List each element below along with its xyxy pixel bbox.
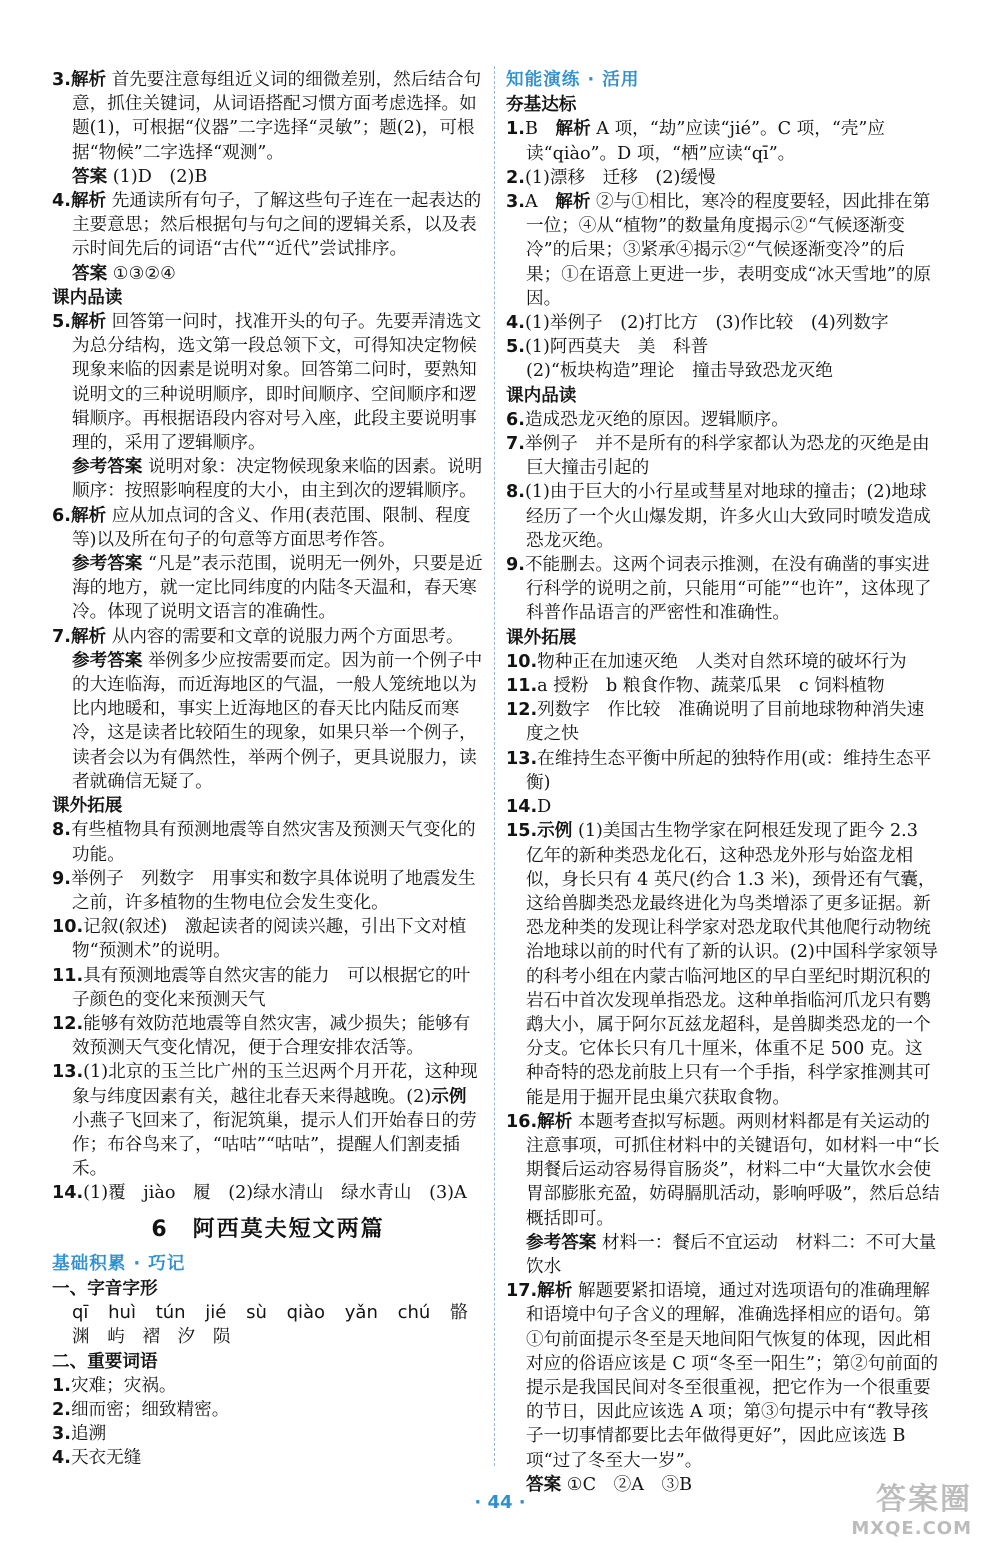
answer-3-result: 答案 (1)D (2)B (72, 166, 208, 187)
answer-item-r6: 6.造成恐龙灭绝的原因。逻辑顺序。 (506, 409, 789, 430)
page-number: · 44 · (474, 1492, 526, 1513)
section-banner: 基础积累 · 巧记 (52, 1253, 186, 1274)
answer-item-r1: 1.B 解析 A 项，“劫”应读“jié”。C 项，“壳”应读“qiào”。D 项，“栖”应读“qī”。 (506, 119, 886, 164)
section-banner: 知能演练 · 活用 (506, 70, 640, 90)
answer-item-9: 9.举例子 列数字 用事实和数字具体说明了地震发生之前，许多植物的生物电位会发生变化。 (52, 868, 476, 913)
answer-item-r10: 10.物种正在加速灭绝 人类对自然环境的破坏行为 (506, 651, 907, 672)
answer-item-r14: 14.D (506, 797, 552, 818)
answer-item-7: 7.解析 从内容的需要和文章的说服力两个方面思考。 (52, 626, 464, 647)
answer-5-result: 参考答案 说明对象：决定物候现象来临的因素。说明顺序：按照影响程度的大小，由主到次的逻辑顺序。 (72, 457, 483, 502)
answer-item-r12: 12.列数字 作比较 准确说明了目前地球物种消失速度之快 (506, 700, 925, 745)
answer-item-11: 11.具有预测地震等自然灾害的能力 可以根据它的叶子颜色的变化来预测天气 (52, 965, 471, 1010)
section-heading: 二、重要词语 (52, 1351, 158, 1372)
section-heading: 课外拓展 (506, 627, 577, 648)
answer-item-8: 8.有些植物具有预测地震等自然灾害及预测天气变化的功能。 (52, 820, 476, 865)
answer-item-12: 12.能够有效防范地震等自然灾害，减少损失；能够有效预测天气变化情况，便于合理安排农活等。 (52, 1013, 471, 1059)
answer-item-13: 13.(1)北京的玉兰比广州的玉兰迟两个月开花，这种现象与纬度因素有关，越往北春天来得越晚。(2)示例 小燕子飞回来了，衔泥筑巢，提示人们开始春日的劳作；布谷鸟来了，“咕咕”“咕咕”，提醒人们割麦插禾。 (52, 1062, 478, 1180)
word-item-4: 4.天衣无缝 (52, 1448, 142, 1469)
answer-4-result: 答案 ①③②④ (72, 263, 176, 284)
section-heading: 一、字音字形 (52, 1278, 158, 1299)
answer-item-4: 4.解析 先通读所有句子，了解这些句子连在一起表达的主要意思；然后根据句与句之间的逻辑关系，以及表示时间先后的词语“古代”“近代”尝试排序。 (52, 191, 482, 260)
watermark-text: 答案圈 (876, 1482, 972, 1517)
column-divider (494, 66, 495, 1466)
section-heading: 夯基达标 (506, 95, 577, 116)
pinyin-answers: qī huì tún jié sù qiào yǎn chú 骼 (72, 1302, 469, 1324)
answer-item-10: 10.记叙(叙述) 激起读者的阅读兴趣，引出下文对植物“预测术”的说明。 (52, 917, 467, 962)
word-item-2: 2.细而密；细致精密。 (52, 1399, 230, 1420)
answer-item-5: 5.解析 回答第一问时，找准开头的句子。先要弄清选文为总分结构，选文第一段总领下文，可得知决定物候现象来临的因素是说明对象。回答第二问时，要熟知说明文的三种说明顺序，即时间顺序、空间顺序和逻辑顺序。再根据语段内容对号入座，此段主要说明事理的，采用了逻辑顺序。 (52, 312, 482, 454)
lesson-title: 6 阿西莫夫短文两篇 (151, 1216, 385, 1242)
answer-item-r11: 11.a 授粉 b 粮食作物、蔬菜瓜果 c 饲料植物 (506, 676, 885, 697)
answer-item-6: 6.解析 应从加点词的含义、作用(表范围、限制、程度等)以及所在句子的句意等方面思考作答。 (52, 505, 471, 550)
answer-item-r7: 7.举例子 并不是所有的科学家都认为恐龙的灭绝是由巨大撞击引起的 (506, 434, 930, 479)
answer-item-r2: 2.(1)漂移 迁移 (2)缓慢 (506, 167, 716, 188)
answer-item-r16: 16.解析 本题考查拟写标题。两则材料都是有关运动的注意事项，可抓住材料中的关键语句，如材料一中“长期餐后运动容易得盲肠炎”，材料二中“大量饮水会使胃部膨胀充盈，妨碍膈肌活动，影响呼吸”，然后总结概括即可。 (506, 1111, 940, 1229)
answer-r17-result: 答案 ①C ②A ③B (526, 1474, 693, 1495)
answer-item-r15: 15.示例 (1)美国古生物学家在阿根廷发现了距今 2.3 亿年的新种类恐龙化石，这种恐龙外形与始盗龙相似，身长只有 4 英尺(约合 1.3 米)，颈骨还有气囊，这给兽脚类恐龙最终进化为鸟类增添了更多证据。新恐龙种类的发现让科学家对恐龙取代其他爬行动物统治地球以前的时代有了新的认识。(2)中国科学家领导的科考小组在内蒙古临河地区的早白垩纪时期沉积的岩石中首次发现单指恐龙。这种单指临河爪龙只有鹦鹉大小，属于阿尔瓦兹龙超科，是兽脚类恐龙的一个分支。它体长只有几十厘米，体重不足 500 克。这种奇特的恐龙前肢上只有一个手指，科学家推测其可能是用于掘开昆虫巢穴获取食物。 (506, 821, 938, 1108)
word-item-1: 1.灾难；灾祸。 (52, 1375, 177, 1396)
section-heading: 课内品读 (52, 287, 123, 308)
watermark-url: MXQE.COM (851, 1518, 972, 1539)
answer-item-14: 14.(1)覆 jiào 履 (2)绿水清山 绿水青山 (3)A (52, 1183, 467, 1204)
answer-item-r13: 13.在维持生态平衡中所起的独特作用(或：维持生态平衡) (506, 748, 932, 793)
character-answers: 渊 屿 褶 汐 陨 (72, 1327, 231, 1348)
answer-item-r3: 3.A 解析 ②与①相比，寒冷的程度要轻，因此排在第一位；④从“植物”的数量角度揭示②“气候逐渐变冷”的后果；③紧承④揭示②“气候逐渐变冷”的后果；①在语意上更进一步，表明变成“冰天雪地”的原因。 (506, 192, 932, 309)
section-heading: 课内品读 (506, 385, 577, 406)
answer-6-result: 参考答案 “凡是”表示范围，说明无一例外，只要是近海的地方，就一定比同纬度的内陆冬天温和，春天寒冷。体现了说明文语言的准确性。 (72, 554, 483, 623)
answer-r16-result: 参考答案 材料一：餐后不宜运动 材料二：不可大量饮水 (526, 1232, 937, 1277)
answer-item-r5: 5.(1)阿西莫夫 美 科普 (506, 337, 709, 358)
word-item-3: 3.追溯 (52, 1424, 107, 1445)
answer-r5-line2: (2)“板块构造”理论 撞击导致恐龙灭绝 (526, 361, 833, 382)
answer-item-r9: 9.不能删去。这两个词表示推测，在没有确凿的事实进行科学的说明之前，只能用“可能”“也许”，这体现了科普作品语言的严密性和准确性。 (506, 555, 932, 624)
answer-item-r4: 4.(1)举例子 (2)打比方 (3)作比较 (4)列数字 (506, 313, 889, 334)
answer-item-3: 3.解析 首先要注意每组近义词的细微差别，然后结合句意，抓住关键词，从词语搭配习惯方面考虑选择。如题(1)，可根据“仪器”二字选择“灵敏”；题(2)，可根据“物候”二字选择“观测”。 (52, 70, 482, 163)
right-column (506, 68, 940, 1497)
answer-item-r8: 8.(1)由于巨大的小行星或彗星对地球的撞击；(2)地球经历了一个火山爆发期，许多火山大致同时喷发造成恐龙灭绝。 (506, 482, 931, 551)
watermark-logo (851, 1474, 972, 1539)
answer-item-r17: 17.解析 解题要紧扣语境，通过对选项语句的准确理解和语境中句子含义的理解，准确选择相应的语句。第①句前面提示冬至是天地间阳气恢复的体现，因此相对应的俗语应该是 C 项“冬至一阳生”；第②句前面的提示是我国民间对冬至很重视，把它作为一个很重要的节日，因此应该选 A 项；第③句提示中有“教导孩子一切事情都要比去年做得更好”，因此应该选 B 项“过了冬至大一岁”。 (506, 1281, 939, 1471)
answer-7-result: 参考答案 举例多少应按需要而定。因为前一个例子中的大连临海，而近海地区的气温，一般人笼统地以为比内地暖和，事实上近海地区的春天比内陆反而寒冷，这是读者比较陌生的现象，如果只举一个例子，读者会以为有偶然性，举两个例子，更具说服力，读者就确信无疑了。 (72, 650, 483, 792)
section-heading: 课外拓展 (52, 796, 123, 817)
left-column (52, 68, 484, 1471)
